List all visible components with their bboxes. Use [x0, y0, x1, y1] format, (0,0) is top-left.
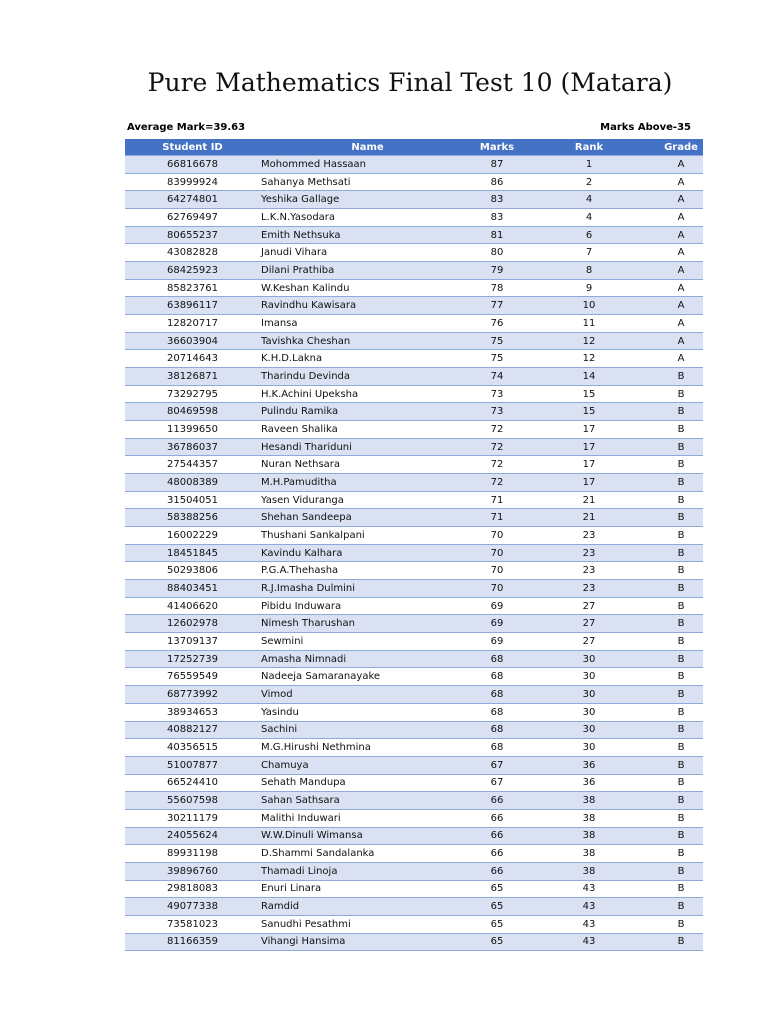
- student-id-cell: 27544357: [167, 459, 218, 471]
- rank-cell: 30: [582, 706, 596, 718]
- student-id-cell: 18451845: [167, 547, 218, 559]
- marks-cell: 67: [490, 759, 504, 771]
- student-id-cell: 36603904: [167, 335, 218, 347]
- rank-cell: 15: [582, 406, 596, 418]
- marks-cell: 67: [490, 777, 504, 789]
- table-row: [125, 651, 703, 669]
- student-id-cell: 62769497: [167, 211, 218, 223]
- marks-cell: 83: [490, 211, 504, 223]
- grade-cell: B: [677, 848, 685, 860]
- marks-cell: 68: [490, 671, 504, 683]
- table-row: [125, 456, 703, 474]
- table-row: [125, 668, 703, 686]
- grade-cell: B: [677, 671, 685, 683]
- table-row: [125, 704, 703, 722]
- marks-cell: 79: [490, 264, 504, 276]
- table-row: [125, 174, 703, 192]
- marks-cell: 86: [490, 176, 504, 188]
- student-id-cell: 58388256: [167, 512, 218, 524]
- name-cell: Sachini: [261, 724, 298, 736]
- rank-cell: 17: [582, 476, 596, 488]
- rank-cell: 15: [582, 388, 596, 400]
- grade-cell: B: [677, 441, 685, 453]
- name-cell: Mohommed Hassaan: [261, 158, 367, 170]
- table-row: [125, 421, 703, 439]
- rank-cell: 11: [582, 317, 596, 329]
- grade-cell: B: [677, 865, 685, 877]
- marks-cell: 65: [490, 918, 504, 930]
- rank-cell: 4: [585, 211, 593, 223]
- name-cell: Raveen Shalika: [261, 423, 338, 435]
- marks-cell: 66: [490, 830, 504, 842]
- rank-cell: 43: [582, 936, 596, 948]
- grade-cell: B: [677, 529, 685, 541]
- table-row: [125, 297, 703, 315]
- table-row: [125, 350, 703, 368]
- name-cell: Nimesh Tharushan: [261, 618, 355, 630]
- name-cell: Hesandi Thariduni: [261, 441, 352, 453]
- grade-cell: B: [677, 406, 685, 418]
- rank-cell: 23: [582, 582, 596, 594]
- name-cell: Nuran Nethsara: [261, 459, 341, 471]
- rank-cell: 7: [585, 247, 593, 259]
- rank-cell: 43: [582, 901, 596, 913]
- student-id-cell: 63896117: [167, 300, 218, 312]
- student-id-cell: 43082828: [167, 247, 218, 259]
- name-cell: Imansa: [261, 317, 298, 329]
- grade-cell: A: [677, 158, 685, 170]
- grade-cell: B: [677, 582, 685, 594]
- rank-cell: 12: [582, 353, 596, 365]
- table-row: [125, 792, 703, 810]
- table-row: [125, 209, 703, 227]
- header-rank: Rank: [574, 141, 604, 153]
- grade-cell: B: [677, 600, 685, 612]
- average-mark-label: Average Mark=39.63: [127, 122, 246, 133]
- table-row: [125, 739, 703, 757]
- table-row: [125, 934, 703, 952]
- grade-cell: B: [677, 476, 685, 488]
- marks-cell: 68: [490, 724, 504, 736]
- grade-cell: B: [677, 370, 685, 382]
- rank-cell: 14: [582, 370, 596, 382]
- grade-cell: A: [677, 176, 685, 188]
- student-id-cell: 13709137: [167, 635, 218, 647]
- name-cell: Dilani Prathiba: [261, 264, 335, 276]
- rank-cell: 38: [582, 812, 596, 824]
- rank-cell: 23: [582, 565, 596, 577]
- marks-cell: 75: [490, 353, 504, 365]
- marks-cell: 76: [490, 317, 504, 329]
- table-row: [125, 545, 703, 563]
- grade-cell: A: [677, 211, 685, 223]
- rank-cell: 9: [585, 282, 593, 294]
- grade-cell: B: [677, 759, 685, 771]
- rank-cell: 10: [582, 300, 596, 312]
- student-id-cell: 29818083: [167, 883, 218, 895]
- marks-above-label: Marks Above-35: [600, 122, 691, 133]
- student-id-cell: 36786037: [167, 441, 218, 453]
- student-id-cell: 16002229: [167, 529, 218, 541]
- name-cell: Emith Nethsuka: [261, 229, 341, 241]
- student-id-cell: 55607598: [167, 795, 218, 807]
- grade-cell: B: [677, 918, 685, 930]
- table-row: [125, 191, 703, 209]
- grade-cell: A: [677, 317, 685, 329]
- grade-cell: B: [677, 635, 685, 647]
- marks-cell: 72: [490, 459, 504, 471]
- table-row: [125, 562, 703, 580]
- student-id-cell: 40882127: [167, 724, 218, 736]
- marks-cell: 77: [490, 300, 504, 312]
- name-cell: H.K.Achini Upeksha: [261, 388, 359, 400]
- grade-cell: B: [677, 795, 685, 807]
- rank-cell: 36: [582, 759, 596, 771]
- student-id-cell: 83999924: [167, 176, 218, 188]
- marks-cell: 69: [490, 600, 504, 612]
- header-marks: Marks: [479, 141, 515, 153]
- name-cell: R.J.Imasha Dulmini: [261, 582, 356, 594]
- student-id-cell: 80655237: [167, 229, 218, 241]
- rank-cell: 8: [585, 264, 593, 276]
- name-cell: Pulindu Ramika: [261, 406, 339, 418]
- name-cell: Pibidu Induwara: [261, 600, 342, 612]
- table-row: [125, 580, 703, 598]
- rank-cell: 43: [582, 883, 596, 895]
- marks-cell: 75: [490, 335, 504, 347]
- rank-cell: 43: [582, 918, 596, 930]
- name-cell: Sewmini: [261, 635, 304, 647]
- marks-cell: 78: [490, 282, 504, 294]
- grade-cell: A: [677, 335, 685, 347]
- name-cell: Nadeeja Samaranayake: [261, 671, 381, 683]
- student-id-cell: 64274801: [167, 194, 218, 206]
- rank-cell: 17: [582, 423, 596, 435]
- marks-cell: 72: [490, 441, 504, 453]
- table-row: [125, 775, 703, 793]
- name-cell: Thushani Sankalpani: [261, 529, 365, 541]
- rank-cell: 30: [582, 724, 596, 736]
- table-row: [125, 881, 703, 899]
- grade-cell: A: [677, 264, 685, 276]
- grade-cell: B: [677, 706, 685, 718]
- table-row: [125, 474, 703, 492]
- student-id-cell: 48008389: [167, 476, 218, 488]
- name-cell: Sahan Sathsara: [261, 795, 340, 807]
- table-row: [125, 368, 703, 386]
- grade-cell: B: [677, 459, 685, 471]
- grade-cell: A: [677, 282, 685, 294]
- name-cell: Shehan Sandeepa: [261, 512, 352, 524]
- marks-cell: 70: [490, 565, 504, 577]
- student-id-cell: 49077338: [167, 901, 218, 913]
- name-cell: Yasindu: [261, 706, 299, 718]
- table-row: [125, 863, 703, 881]
- name-cell: Amasha Nimnadi: [261, 653, 347, 665]
- marks-cell: 66: [490, 795, 504, 807]
- name-cell: Thamadi Linoja: [261, 865, 338, 877]
- student-id-cell: 76559549: [167, 671, 218, 683]
- grade-cell: B: [677, 618, 685, 630]
- name-cell: Sanudhi Pesathmi: [261, 918, 351, 930]
- student-id-cell: 11399650: [167, 423, 218, 435]
- student-id-cell: 89931198: [167, 848, 218, 860]
- table-row: [125, 492, 703, 510]
- grade-cell: B: [677, 653, 685, 665]
- grade-cell: B: [677, 777, 685, 789]
- name-cell: Ravindhu Kawisara: [261, 300, 357, 312]
- grade-cell: B: [677, 742, 685, 753]
- marks-cell: 71: [490, 494, 504, 506]
- name-cell: D.Shammi Sandalanka: [261, 848, 375, 860]
- grade-cell: B: [677, 565, 685, 577]
- name-cell: Tharindu Devinda: [261, 370, 351, 382]
- marks-cell: 83: [490, 194, 504, 206]
- rank-cell: 6: [585, 229, 593, 241]
- marks-cell: 66: [490, 812, 504, 824]
- student-id-cell: 85823761: [167, 282, 218, 294]
- rank-cell: 38: [582, 848, 596, 860]
- name-cell: Yasen Viduranga: [261, 494, 344, 506]
- student-id-cell: 80469598: [167, 406, 218, 418]
- table-row: [125, 244, 703, 262]
- table-row: [125, 403, 703, 421]
- marks-cell: 68: [490, 742, 504, 753]
- rank-cell: 1: [585, 158, 593, 170]
- name-cell: Vimod: [261, 688, 293, 700]
- student-id-cell: 20714643: [167, 353, 218, 365]
- student-id-cell: 12820717: [167, 317, 218, 329]
- grade-cell: A: [677, 247, 685, 259]
- rank-cell: 21: [582, 494, 596, 506]
- student-id-cell: 38126871: [167, 370, 218, 382]
- grade-cell: B: [677, 512, 685, 524]
- grade-cell: B: [677, 547, 685, 559]
- marks-cell: 72: [490, 476, 504, 488]
- marks-cell: 70: [490, 582, 504, 594]
- grade-cell: B: [677, 901, 685, 913]
- name-cell: Ramdid: [261, 901, 300, 913]
- marks-cell: 65: [490, 901, 504, 913]
- marks-cell: 70: [490, 529, 504, 541]
- marks-cell: 87: [490, 158, 504, 170]
- table-row: [125, 757, 703, 775]
- student-id-cell: 68773992: [167, 688, 218, 700]
- grade-cell: B: [677, 883, 685, 895]
- table-row: [125, 686, 703, 704]
- table-row: [125, 280, 703, 298]
- table-row: [125, 916, 703, 934]
- rank-cell: 36: [582, 777, 596, 789]
- student-id-cell: 24055624: [167, 830, 218, 842]
- marks-cell: 69: [490, 618, 504, 630]
- page-title: Pure Mathematics Final Test 10 (Matara): [147, 68, 673, 97]
- marks-cell: 72: [490, 423, 504, 435]
- rank-cell: 17: [582, 459, 596, 471]
- grade-cell: B: [677, 724, 685, 736]
- student-id-cell: 39896760: [167, 865, 218, 877]
- marks-cell: 80: [490, 247, 504, 259]
- rank-cell: 4: [585, 194, 593, 206]
- grade-cell: A: [677, 194, 685, 206]
- rank-cell: 30: [582, 742, 596, 753]
- name-cell: Sehath Mandupa: [261, 777, 346, 789]
- marks-cell: 69: [490, 635, 504, 647]
- grade-cell: B: [677, 388, 685, 400]
- rank-cell: 38: [582, 795, 596, 807]
- table-row: [125, 262, 703, 280]
- marks-cell: 71: [490, 512, 504, 524]
- table-row: [125, 315, 703, 333]
- student-id-cell: 66816678: [167, 158, 218, 170]
- rank-cell: 21: [582, 512, 596, 524]
- rank-cell: 30: [582, 671, 596, 683]
- table-row: [125, 828, 703, 846]
- student-id-cell: 73581023: [167, 918, 218, 930]
- rank-cell: 30: [582, 653, 596, 665]
- student-id-cell: 30211179: [167, 812, 218, 824]
- rank-cell: 27: [582, 635, 596, 647]
- table-row: [125, 439, 703, 457]
- results-table: [125, 139, 703, 951]
- table-header-row: [125, 139, 703, 156]
- table-row: [125, 722, 703, 740]
- name-cell: L.K.N.Yasodara: [261, 211, 336, 223]
- rank-cell: 38: [582, 865, 596, 877]
- table-row: [125, 633, 703, 651]
- name-cell: Vihangi Hansima: [261, 936, 346, 948]
- table-row: [125, 227, 703, 245]
- marks-cell: 70: [490, 547, 504, 559]
- rank-cell: 30: [582, 688, 596, 700]
- header-name: Name: [351, 141, 384, 153]
- marks-cell: 81: [490, 229, 504, 241]
- table-row: [125, 898, 703, 916]
- table-row: [125, 333, 703, 351]
- marks-cell: 74: [490, 370, 504, 382]
- student-id-cell: 38934653: [167, 706, 218, 718]
- student-id-cell: 40356515: [167, 742, 218, 753]
- rank-cell: 27: [582, 600, 596, 612]
- student-id-cell: 88403451: [167, 582, 218, 594]
- header-grade: Grade: [664, 141, 698, 153]
- student-id-cell: 73292795: [167, 388, 218, 400]
- rank-cell: 23: [582, 529, 596, 541]
- name-cell: M.G.Hirushi Nethmina: [261, 742, 371, 753]
- name-cell: Chamuya: [261, 759, 309, 771]
- name-cell: Sahanya Methsati: [261, 176, 351, 188]
- marks-cell: 68: [490, 706, 504, 718]
- name-cell: K.H.D.Lakna: [261, 353, 323, 365]
- grade-cell: B: [677, 688, 685, 700]
- student-id-cell: 50293806: [167, 565, 218, 577]
- student-id-cell: 41406620: [167, 600, 218, 612]
- grade-cell: B: [677, 812, 685, 824]
- table-row: [125, 615, 703, 633]
- name-cell: P.G.A.Thehasha: [261, 565, 339, 577]
- name-cell: M.H.Pamuditha: [261, 476, 337, 488]
- table-row: [125, 845, 703, 863]
- marks-cell: 73: [490, 388, 504, 400]
- grade-cell: B: [677, 830, 685, 842]
- name-cell: Yeshika Gallage: [261, 194, 340, 206]
- marks-cell: 66: [490, 865, 504, 877]
- table-row: [125, 509, 703, 527]
- grade-cell: A: [677, 229, 685, 241]
- grade-cell: A: [677, 300, 685, 312]
- table-row: [125, 156, 703, 174]
- table-body: [125, 156, 703, 951]
- student-id-cell: 12602978: [167, 618, 218, 630]
- rank-cell: 27: [582, 618, 596, 630]
- marks-cell: 68: [490, 653, 504, 665]
- name-cell: Tavishka Cheshan: [261, 335, 351, 347]
- rank-cell: 23: [582, 547, 596, 559]
- marks-cell: 65: [490, 883, 504, 895]
- rank-cell: 38: [582, 830, 596, 842]
- header-student-id: Student ID: [162, 141, 223, 153]
- student-id-cell: 68425923: [167, 264, 218, 276]
- student-id-cell: 81166359: [167, 936, 218, 948]
- grade-cell: B: [677, 494, 685, 506]
- marks-cell: 65: [490, 936, 504, 948]
- student-id-cell: 66524410: [167, 777, 218, 789]
- rank-cell: 17: [582, 441, 596, 453]
- table-row: [125, 527, 703, 545]
- name-cell: Enuri Linara: [261, 883, 322, 895]
- marks-cell: 66: [490, 848, 504, 860]
- table-row: [125, 810, 703, 828]
- student-id-cell: 51007877: [167, 759, 218, 771]
- student-id-cell: 17252739: [167, 653, 218, 665]
- name-cell: W.Keshan Kalindu: [261, 282, 350, 294]
- table-row: [125, 386, 703, 404]
- marks-cell: 68: [490, 688, 504, 700]
- rank-cell: 12: [582, 335, 596, 347]
- grade-cell: B: [677, 936, 685, 948]
- rank-cell: 2: [585, 176, 593, 188]
- marks-cell: 73: [490, 406, 504, 418]
- name-cell: Malithi Induwari: [261, 812, 341, 824]
- name-cell: W.W.Dinuli Wimansa: [261, 830, 363, 842]
- name-cell: Janudi Vihara: [261, 247, 328, 259]
- name-cell: Kavindu Kalhara: [261, 547, 343, 559]
- table-row: [125, 598, 703, 616]
- student-id-cell: 31504051: [167, 494, 218, 506]
- grade-cell: A: [677, 353, 685, 365]
- grade-cell: B: [677, 423, 685, 435]
